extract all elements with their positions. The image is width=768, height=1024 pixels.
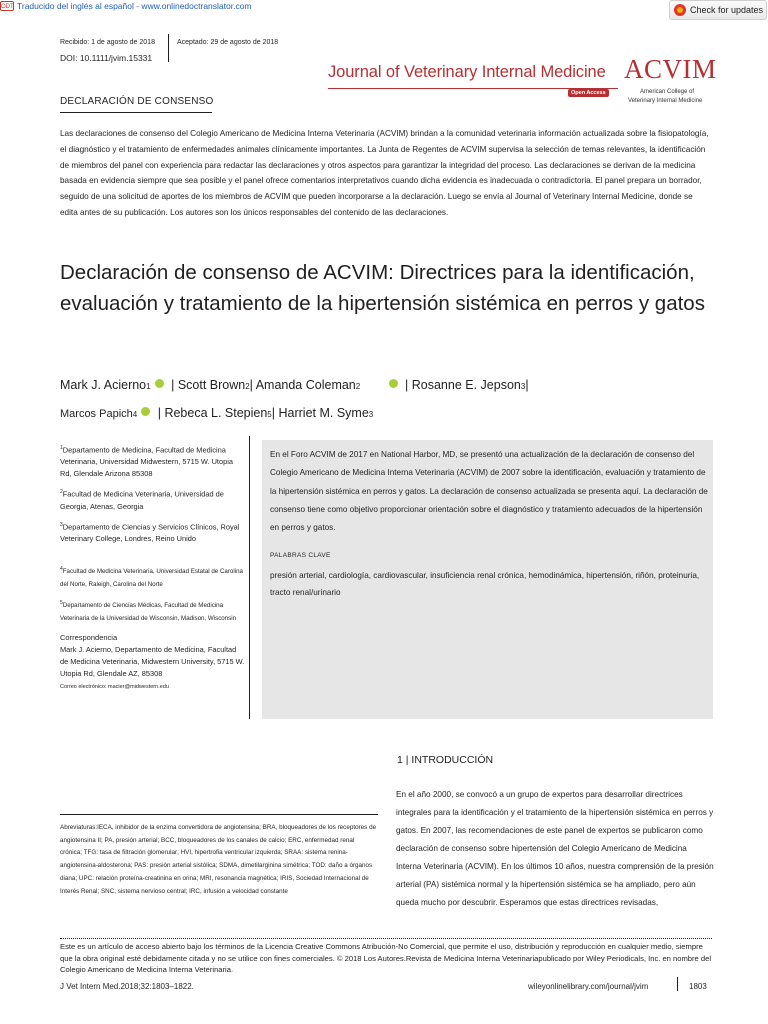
author-name[interactable]: Marcos Papich xyxy=(60,408,133,420)
check-updates-label: Check for updates xyxy=(690,5,764,15)
author-separator: | xyxy=(249,378,253,392)
affil-number: 5 xyxy=(60,600,63,607)
acvim-subtitle-2: Veterinary Internal Medicine xyxy=(628,98,703,104)
author-name[interactable]: Amanda Coleman xyxy=(255,378,356,392)
orcid-icon[interactable] xyxy=(155,379,164,388)
translator-link[interactable]: Traducido del inglés al español - www.onlinedoctranslator.com xyxy=(17,1,252,11)
author-affil-number: 3 xyxy=(520,382,526,391)
author-separator: | xyxy=(405,378,409,392)
translator-banner[interactable] xyxy=(0,0,252,12)
author-affil-number: 4 xyxy=(132,410,138,419)
author-list xyxy=(60,372,720,428)
affiliation-text: Departamento de Ciencias y Servicios Clínicos, Royal Veterinary College, Londres, Reino Unido xyxy=(60,522,240,544)
author-name[interactable]: Mark J. Acierno xyxy=(60,378,147,392)
author-affil-number: 2 xyxy=(355,382,361,391)
article-title: Declaración de consenso de ACVIM: Directrices para la identificación, evaluación y tratamiento de la hipertensión sistémica en perros y gatos xyxy=(60,261,705,315)
author-separator: | xyxy=(271,406,275,420)
author-affil-number: 5 xyxy=(267,410,272,419)
abbreviations-rule xyxy=(60,814,378,815)
open-access-badge: Open Access xyxy=(568,89,609,97)
author-name[interactable]: Rosanne E. Jepson xyxy=(411,378,521,392)
consensus-intro-paragraph: Las declaraciones de consenso del Colegio Americano de Medicina Interna Veterinaria (ACVIM) brindan a la comunidad veterinaria información actualizada sobre la fisiopatología, el diagnóstico y el tratamiento de enfermedades animales clínicamente importantes. La Junta de Regentes de ACVIM supervisa la selección de temas relevantes, la identificación de miembros del panel con experiencia para redactar las declaraciones y otros aspectos para garantizar la integridad del proceso. Las declaraciones se derivan de la medicina basada en evidencia siempre que sea posible y el panel ofrece comentarios interpretativos cuando dicha evidencia es inadecuada o contradictoria. El panel prepara un borrador, seguido de una solicitud de aportes de los miembros de ACVIM que pueden incorporarse a la declaración. Luego se envía al Journal of Veterinary Internal Medicine, donde se edita antes de su publicación. Los autores son los únicos responsables del contenido de las declaraciones. xyxy=(60,129,709,217)
crossmark-icon xyxy=(674,4,686,16)
author-name[interactable]: Scott Brown xyxy=(177,378,246,392)
abstract-text: En el Foro ACVIM de 2017 en National Harbor, MD, se presentó una actualización de la declaración de consenso del Colegio Americano de Medicina Interna Veterinaria (ACVIM) de 2007 sobre la identificación, evaluación y tratamiento de la hipertensión sistémica en perros y gatos. La declaración de consenso actualizada se presenta aquí. La declaración de consenso tiene como objetivo proporcionar orientación sobre el diagnóstico y tratamiento adecuados de la hipertensión en perros y gatos. xyxy=(270,450,708,533)
affil-number: 2 xyxy=(60,489,63,496)
affiliations xyxy=(60,442,245,698)
correspondence-text: Mark J. Acierno, Departamento de Medicina, Facultad de Medicina Veterinaria, Midwestern University, 5715 W. Utopia Rd, Glendale AZ, 85308 xyxy=(60,644,245,678)
section-rule xyxy=(60,112,212,113)
affiliation-1 xyxy=(60,442,245,480)
affiliation-text: Departamento de Medicina, Facultad de Medicina Veterinaria, Universidad Midwestern, 5715 W. Utopia Rd, Glendale Arizona 85308 xyxy=(60,445,233,479)
keywords-list: presión arterial, cardiología, cardiovascular, insuficiencia renal crónica, hemodinámica, hipertensión, riñón, proteinuria, tracto renal/urinario xyxy=(270,571,700,597)
affiliations-rule xyxy=(249,436,250,719)
abbreviations-footnote: Abreviaturas:IECA, inhibidor de la enzima convertidora de angiotensina; BRA, bloqueadores de los receptores de angiotensina II; PA, presión arterial; BCC, bloqueadores de los canales de calcio; ERC, enfermedad renal crónica; TFG: tasa de filtración glomerular; HVI, hipertrofia ventricular izquierda; SRAA: sistema renina-angiotensina-aldosterona; PAS: presión arterial sistólica; SDMA, dimetilarginina simétrica; TOD: daño a órganos diana; UPC: relación proteína-creatinina en orina; MRI, resonancia magnética; IRIS, Sociedad Internacional de Interés Renal; SNC, sistema nervioso central; IRC, infusión a velocidad constante xyxy=(60,824,377,895)
received-date: Recibido: 1 de agosto de 2018 xyxy=(60,39,155,46)
correspondence-title: Correspondencia xyxy=(60,632,118,642)
correspondence-email[interactable]: Correo electrónico: macier@midwestern.edu xyxy=(60,683,169,690)
keywords-title: PALABRAS CLAVE xyxy=(270,552,331,559)
author-name[interactable]: Harriet M. Syme xyxy=(278,406,369,420)
citation: J Vet Intern Med.2018;32:1803–1822. xyxy=(60,982,194,991)
acvim-subtitle-1: American College of xyxy=(640,89,695,95)
affil-number: 4 xyxy=(60,566,63,573)
translate-icon: ODT xyxy=(0,1,14,11)
affiliation-5 xyxy=(60,597,245,625)
check-updates-button[interactable] xyxy=(669,0,767,20)
affiliation-3 xyxy=(60,519,245,545)
affiliation-text: Facultad de Medicina Veterinaria, Universidad de Georgia, Atenas, Georgia xyxy=(60,489,224,511)
footer-rule xyxy=(60,938,712,939)
license-notice: Este es un artículo de acceso abierto bajo los términos de la Licencia Creative Commons Atribución-No Comercial, que permite el uso, distribución y reproducción en cualquier medio, siempre que la obra original esté debidamente citada y no se utilice con fines comerciales. © 2018 Los Autores.Revista de Medicina Interna Veterinariapublicado por Wiley Periodicals, Inc. en nombre del Colegio Americano de Medicina Interna Veterinaria. xyxy=(60,942,712,974)
introduction-paragraph: En el año 2000, se convocó a un grupo de expertos para desarrollar directrices integrales para la identificación y el tratamiento de la hipertensión sistémica en perros y gatos. En 2007, las recomendaciones de este panel de expertos se publicaron como declaración de consenso sobre hipertensión del Colegio Americano de Medicina Interna Veterinaria (ACVIM). En los últimos 10 años, nuestra comprensión de la presión arterial (PA) sistémica normal y la hipertensión sistémica se ha ampliado, pero aún queda mucho por descubrir. Esperamos que estas directrices revisadas, xyxy=(396,790,714,907)
doi[interactable]: DOI: 10.1111/jvim.15331 xyxy=(60,53,153,63)
journal-url[interactable]: wileyonlinelibrary.com/journal/jvim xyxy=(528,982,649,991)
author-separator: | xyxy=(157,406,161,420)
affiliation-2 xyxy=(60,486,245,512)
author-name[interactable]: Rebeca L. Stepien xyxy=(164,406,268,420)
journal-name: Journal of Veterinary Internal Medicine xyxy=(328,63,606,81)
acvim-logo: ACVIM xyxy=(624,54,717,84)
orcid-icon[interactable] xyxy=(141,407,150,416)
author-affil-number: 1 xyxy=(146,382,151,391)
author-separator: | xyxy=(171,378,175,392)
affil-number: 3 xyxy=(60,521,63,528)
affiliation-text: Facultad de Medicina Veterinaria, Universidad Estatal de Carolina del Norte, Raleigh, Carolina del Norte xyxy=(60,568,244,588)
page-number: 1803 xyxy=(689,982,707,991)
section-label: DECLARACIÓN DE CONSENSO xyxy=(60,96,214,107)
divider xyxy=(168,34,169,62)
affiliation-text: Departamento de Ciencias Médicas, Facultad de Medicina Veterinaria de la Universidad de Wisconsin, Madison, Wisconsin xyxy=(60,602,237,623)
author-affil-number: 3 xyxy=(368,410,374,419)
affil-number: 1 xyxy=(60,445,63,451)
accepted-date: Aceptado: 29 de agosto de 2018 xyxy=(177,39,279,46)
orcid-icon[interactable] xyxy=(389,379,398,388)
author-affil-number: 2 xyxy=(245,382,250,391)
affiliation-4 xyxy=(60,563,245,591)
page-separator xyxy=(677,977,678,991)
section-heading: 1 | INTRODUCCIÓN xyxy=(397,754,494,766)
author-separator: | xyxy=(525,378,529,392)
